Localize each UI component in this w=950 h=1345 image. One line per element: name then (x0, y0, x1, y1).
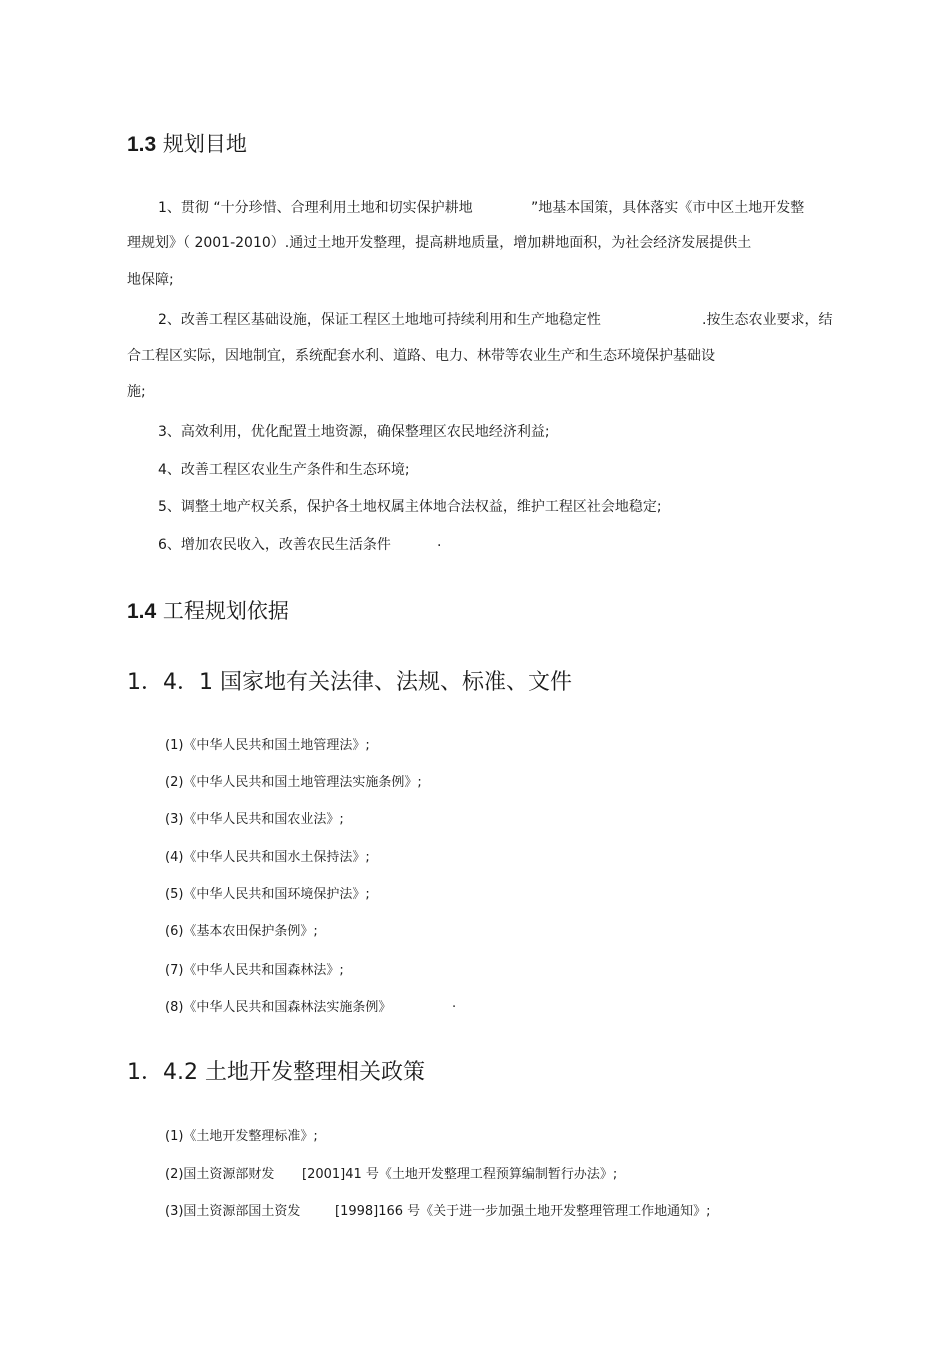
law-item-6: (6)《基本农田保护条例》; (165, 924, 318, 939)
policy-item-2-doc: [2001]41 号《土地开发整理工程预算编制暂行办法》; (302, 1167, 618, 1182)
goal-2-line-2: 合工程区实际，因地制宜，系统配套水利、道路、电力、林带等农业生产和生态环境保护基础设 (127, 348, 715, 364)
law-item-3: (3)《中华人民共和国农业法》; (165, 812, 344, 827)
goal-6-period: . (437, 534, 442, 550)
section-number: 1.3 (127, 133, 157, 156)
section-heading-1-3 (127, 128, 247, 158)
goal-1-line-1b: ”地基本国策，具体落实《市中区土地开发整 (531, 200, 805, 216)
policy-item-1: (1)《土地开发整理标准》; (165, 1129, 318, 1144)
policy-item-2-issuer: (2)国土资源部财发 (165, 1167, 275, 1182)
law-item-1: (1)《中华人民共和国土地管理法》; (165, 738, 370, 753)
section-title: 工程规划依据 (162, 599, 289, 623)
law-item-2: (2)《中华人民共和国土地管理法实施条例》; (165, 775, 422, 790)
law-item-4: (4)《中华人民共和国水土保持法》; (165, 850, 370, 865)
subsection-heading-1-4-1: 1．4．1 国家地有关法律、法规、标准、文件 (127, 670, 572, 695)
law-item-5: (5)《中华人民共和国环境保护法》; (165, 887, 370, 902)
policy-item-3-doc: [1998]166 号《关于进一步加强土地开发整理管理工作地通知》; (335, 1204, 711, 1219)
section-heading-1-4 (127, 595, 289, 625)
goal-1-line-2: 理规划》（ 2001-2010）.通过土地开发整理，提高耕地质量，增加耕地面积，为社会经济发展提供土 (127, 235, 752, 251)
law-item-8-period: . (452, 996, 457, 1011)
goal-4: 4、改善工程区农业生产条件和生态环境; (158, 462, 410, 478)
goal-1-line-1a: 1、贯彻 “十分珍惜、合理利用土地和切实保护耕地 (158, 200, 473, 216)
law-item-7: (7)《中华人民共和国森林法》; (165, 963, 344, 978)
section-title: 规划目地 (162, 132, 247, 156)
subsection-heading-1-4-2: 1．4.2 土地开发整理相关政策 (127, 1060, 425, 1085)
goal-2-line-3: 施; (127, 384, 146, 400)
goal-6: 6、增加农民收入，改善农民生活条件 (158, 537, 391, 553)
section-number: 1.4 (127, 600, 157, 623)
law-item-8: (8)《中华人民共和国森林法实施条例》 (165, 1000, 392, 1015)
policy-item-3-issuer: (3)国土资源部国土资发 (165, 1204, 301, 1219)
goal-2-line-1a: 2、改善工程区基础设施，保证工程区土地地可持续利用和生产地稳定性 (158, 312, 601, 328)
goal-1-line-3: 地保障; (127, 272, 174, 288)
goal-2-line-1b: .按生态农业要求，结 (702, 312, 833, 328)
goal-5: 5、调整土地产权关系，保护各土地权属主体地合法权益，维护工程区社会地稳定; (158, 499, 662, 515)
goal-3: 3、高效利用，优化配置土地资源，确保整理区农民地经济利益; (158, 424, 550, 440)
